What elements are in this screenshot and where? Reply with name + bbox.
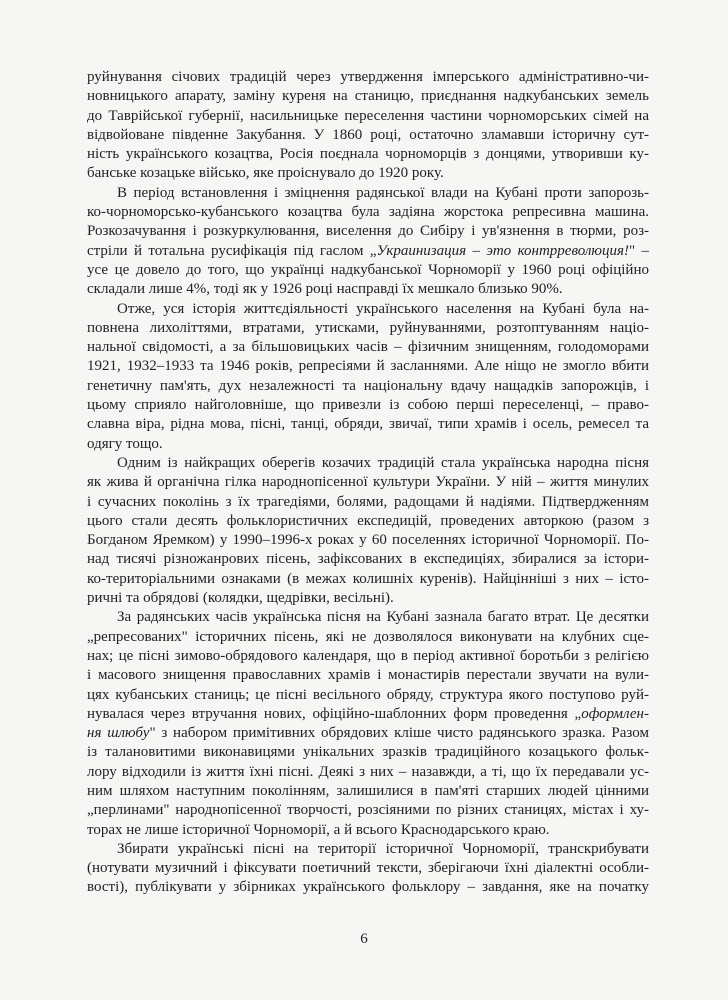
text-line <box>87 184 649 203</box>
line-text: нувалася через втручання нових, офіційно-шаблонних форм проведення „ <box>87 705 582 722</box>
line-text: і масового знищення православних храмів і монастирів перестали звучати на вули- <box>87 667 649 684</box>
text-line <box>87 550 649 569</box>
line-text: нальної свідомості, а за більшовицьких часів – фізичним знищенням, голодоморами <box>87 339 649 356</box>
text-line <box>87 396 649 415</box>
line-text: новницького апарату, заміну куреня на станицю, приєднання надкубанських земель <box>87 88 649 105</box>
line-text: ричні та обрядові (колядки, щедрівки, весільні). <box>87 590 394 607</box>
text-line <box>87 473 649 492</box>
line-text: торах не лише історичної Чорноморії, а й всього Краснодарського краю. <box>87 821 550 838</box>
text-line <box>87 126 649 145</box>
text-line <box>87 222 649 241</box>
text-line <box>87 647 649 666</box>
line-text: вості), публікувати у збірниках українського фольклору – завдання, яке на початку <box>87 879 649 896</box>
line-text: нах; це пісні зимово-обрядового календаря, що в період активної боротьби з релігією <box>87 647 649 664</box>
text-line <box>87 840 649 859</box>
line-text: славна віра, рідна мова, пісні, танці, обряди, звичаї, типи храмів і осель, ремесел та <box>87 416 649 433</box>
text-line <box>87 763 649 782</box>
line-text: Збирати українські пісні на території історичної Чорноморії, транскрибувати <box>117 840 649 857</box>
line-text: банське козацьке військо, яке проіснувало до 1920 року. <box>87 165 444 182</box>
line-text: Отже, уся історія життєдіяльності українського населення на Кубані була на- <box>117 300 649 317</box>
italic-quote-text: оформлен- <box>581 705 649 722</box>
line-text: відвойоване південне Закубання. У 1860 році, остаточно зламавши історичну сут- <box>87 126 649 143</box>
text-line <box>87 377 649 396</box>
text-line <box>87 570 649 589</box>
text-line <box>87 608 649 627</box>
line-text: " – <box>628 242 649 259</box>
line-text: до Таврійської губернії, насильницьке переселення частини чорноморських сімей на <box>87 107 649 124</box>
text-line <box>87 319 649 338</box>
text-line <box>87 512 649 531</box>
text-line <box>87 493 649 512</box>
text-line <box>87 357 649 376</box>
line-text: складали лише 4%, тоді як у 1926 році насправді їх мешкало близько 90%. <box>87 281 563 298</box>
line-text: За радянських часів українська пісня на Кубані зазнала багато втрат. Це десятки <box>117 609 649 626</box>
line-text: усе це довело до того, що українці надкубанської Чорноморії у 1960 році офіційно <box>87 261 649 278</box>
text-line <box>87 821 649 840</box>
text-line <box>87 280 649 299</box>
text-line <box>87 589 649 608</box>
text-line <box>87 878 649 897</box>
text-line <box>87 454 649 473</box>
italic-quote-text: ня шлюбу <box>87 725 150 742</box>
text-line <box>87 242 649 261</box>
line-text: як жива й органічна гілка народнопісенної культури України. У ній – життя минулих <box>87 474 649 491</box>
text-line <box>87 628 649 647</box>
line-text: " з набором примітивних обрядових кліше чисто радянського зразка. Разом <box>149 725 649 742</box>
line-text: і сучасних поколінь з їх трагедіями, болями, радощами й надіями. Підтвердженням <box>87 493 649 510</box>
line-text: руйнування січових традицій через утвердження імперського адміністративно-чи- <box>87 69 649 85</box>
text-line <box>87 782 649 801</box>
text-line <box>87 743 649 762</box>
line-text: ність українського козацтва, Росія поєднала чорноморців з донцями, утворивши ку- <box>87 146 649 163</box>
line-text: лору відходили із життя їхні пісні. Деякі з них – назавжди, а ті, що їх передавали ус- <box>87 763 649 780</box>
text-line <box>87 724 649 743</box>
line-text: „перлинами" народнопісенної творчості, розсіяними по різних станицях, містах і ху- <box>87 802 649 819</box>
text-line <box>87 107 649 126</box>
text-line <box>87 686 649 705</box>
text-line <box>87 87 649 106</box>
line-text: В період встановлення і зміцнення радянської влади на Кубані проти запорозь- <box>117 184 649 201</box>
line-text: цях кубанських станиць; це пісні весільного обряду, структура якого поступово руй- <box>87 686 649 703</box>
page-number: 6 <box>360 931 368 947</box>
line-text: Богданом Яремком) у 1990–1996-х роках у 60 поселеннях історичної Чорноморії. По- <box>87 532 649 549</box>
text-line <box>87 666 649 685</box>
text-line <box>87 145 649 164</box>
line-text: ко-територіальними ознаками (в межах колишніх куренів). Найцінніші з них – істо- <box>87 570 649 587</box>
line-text: 1921, 1932–1933 та 1946 років, репресіями й засланнями. Але ніщо не змогло вбити <box>87 358 649 375</box>
text-line <box>87 435 649 454</box>
line-text: Розкозачування і розкуркулювання, виселення до Сибіру і ув'язнення в тюрми, роз- <box>87 223 649 240</box>
text-line <box>87 338 649 357</box>
italic-quote-text: Украинизация – это контрреволюция! <box>376 242 629 259</box>
line-text: одягу тощо. <box>87 435 163 452</box>
line-text: ко-чорноморсько-кубанського козацтва була задіяна жорстока репресивна машина. <box>87 204 649 221</box>
text-line <box>87 859 649 878</box>
line-text: повнена лихоліттями, втратами, утисками, руйнуваннями, розтоптуванням націо- <box>87 319 649 336</box>
line-text: стріли й тотальна русифікація під гаслом „ <box>87 242 377 259</box>
line-text: Одним із найкращих оберегів козачих традицій стала українська народна пісня <box>117 454 649 471</box>
page-body-text <box>87 68 649 898</box>
line-text: генетичну пам'ять, дух незалежності та національну вдачу нащадків запорожців, і <box>87 377 649 394</box>
text-line <box>87 261 649 280</box>
line-text: цьому сприяло найголовніше, що привезли із собою перші переселенці, – право- <box>87 397 649 414</box>
text-line <box>87 300 649 319</box>
text-line <box>87 705 649 724</box>
text-line <box>87 531 649 550</box>
text-line <box>87 415 649 434</box>
line-text: „репресованих" історичних пісень, які не дозволялося виконувати на клубних сце- <box>87 628 649 645</box>
text-line <box>87 68 649 87</box>
line-text: (нотувати музичний і фіксувати поетичний тексти, зберігаючи їхні діалектні особли- <box>87 860 649 877</box>
text-line <box>87 801 649 820</box>
text-line <box>87 164 649 183</box>
line-text: цього стали десять фольклористичних експедицій, проведених авторкою (разом з <box>87 512 649 529</box>
line-text: із талановитими виконавицями унікальних зразків традиційного козацького фольк- <box>87 744 649 761</box>
line-text: над тисячі різножанрових пісень, зафіксованих в експедиціях, збиралися за істори- <box>87 551 649 568</box>
line-text: ним шляхом наступним поколінням, залишилися в пам'яті старших людей цінними <box>87 782 649 799</box>
text-line <box>87 203 649 222</box>
